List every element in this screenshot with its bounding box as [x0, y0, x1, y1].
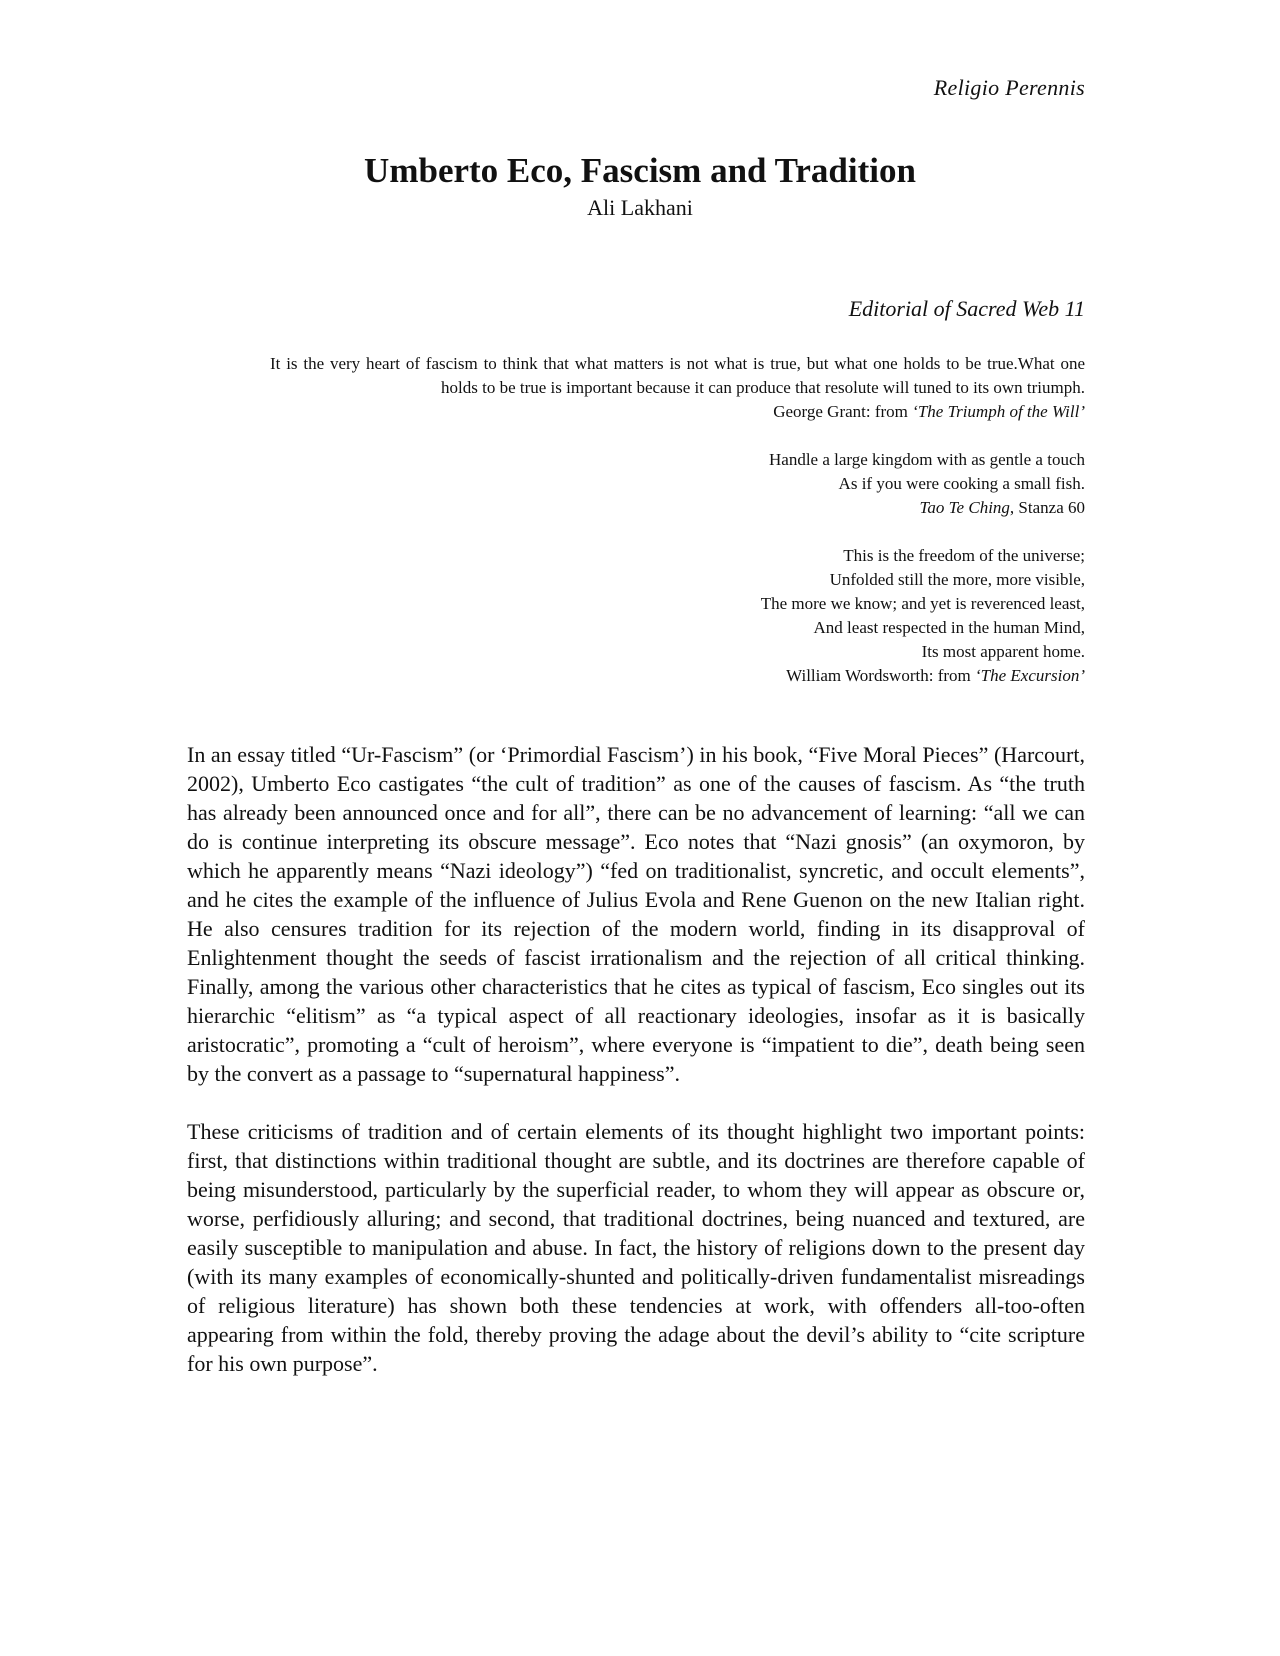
epigraph-wordsworth-line: This is the freedom of the universe; — [843, 546, 1085, 565]
epigraph-grant — [270, 352, 1085, 424]
attribution-work: ‘The Excursion’ — [974, 666, 1085, 685]
epigraph-wordsworth-attribution — [270, 664, 1085, 688]
epigraph-tao-line: Handle a large kingdom with as gentle a touch — [769, 450, 1085, 469]
attribution-prefix: William Wordsworth: from — [786, 666, 975, 685]
body-paragraph: In an essay titled “Ur-Fascism” (or ‘Primordial Fascism’) in his book, “Five Moral Pieces” (Harcourt, 2002), Umberto Eco castigates “the cult of tradition” as one of the causes of fascism. As “the truth has already been announced once and for all”, there can be no advancement of learning: “all we can do is continue interpreting its obscure message”. Eco notes that “Nazi gnosis” (an oxymoron, by which he apparently means “Nazi ideology”) “fed on traditionalist, syncretic, and occult elements”, and he cites the example of the influence of Julius Evola and Rene Guenon on the new Italian right. He also censures tradition for its rejection of the modern world, finding in its disapproval of Enlightenment thought the seeds of fascist irrationalism and the rejection of all critical thinking. Finally, among the various other characteristics that he cites as typical of fascism, Eco singles out its hierarchic “elitism” as “a typical aspect of all reactionary ideologies, insofar as it is basically aristocratic”, promoting a “cult of heroism”, where everyone is “impatient to die”, death being seen by the convert as a passage to “supernatural happiness”. — [187, 742, 1085, 1086]
article-author: Ali Lakhani — [587, 195, 693, 220]
attribution-suffix: , Stanza 60 — [1009, 498, 1085, 517]
editorial-label: Editorial of Sacred Web 11 — [848, 296, 1085, 321]
article-title: Umberto Eco, Fascism and Tradition — [364, 151, 916, 190]
attribution-prefix: George Grant: from — [773, 402, 913, 421]
epigraph-wordsworth-line: The more we know; and yet is reverenced least, — [760, 594, 1085, 613]
body-paragraph: These criticisms of tradition and of certain elements of its thought highlight two important points: first, that distinctions within traditional thought are subtle, and its doctrines are therefore capable of being misunderstood, particularly by the superficial reader, to whom they will appear as obscure or, worse, perfidiously alluring; and second, that traditional doctrines, being nuanced and textured, are easily susceptible to manipulation and abuse. In fact, the history of religions down to the present day (with its many examples of economically-shunted and politically-driven fundamentalist misreadings of religious literature) has shown both these tendencies at work, with offenders all-too-often appearing from within the fold, thereby proving the adage about the devil’s ability to “cite scripture for his own purpose”. — [187, 1119, 1085, 1376]
attribution-work: Tao Te Ching — [919, 498, 1010, 517]
epigraph-wordsworth-line: Its most apparent home. — [921, 642, 1085, 661]
attribution-work: ‘The Triumph of the Will’ — [912, 402, 1085, 421]
epigraph-tao-attribution — [270, 496, 1085, 520]
epigraph-tao-line: As if you were cooking a small fish. — [838, 474, 1085, 493]
running-head: Religio Perennis — [933, 75, 1085, 100]
epigraph-grant-text: It is the very heart of fascism to think that what matters is not what is true, but what one holds to be true.What one holds to be true is important because it can produce that resolute will tuned to its own triumph. — [270, 354, 1085, 397]
epigraph-wordsworth — [270, 544, 1085, 688]
article-body — [187, 740, 1085, 1407]
epigraph-grant-attribution — [270, 400, 1085, 424]
epigraph-wordsworth-line: And least respected in the human Mind, — [813, 618, 1085, 637]
epigraph-tao — [270, 448, 1085, 520]
epigraphs — [270, 352, 1085, 712]
epigraph-wordsworth-line: Unfolded still the more, more visible, — [829, 570, 1085, 589]
